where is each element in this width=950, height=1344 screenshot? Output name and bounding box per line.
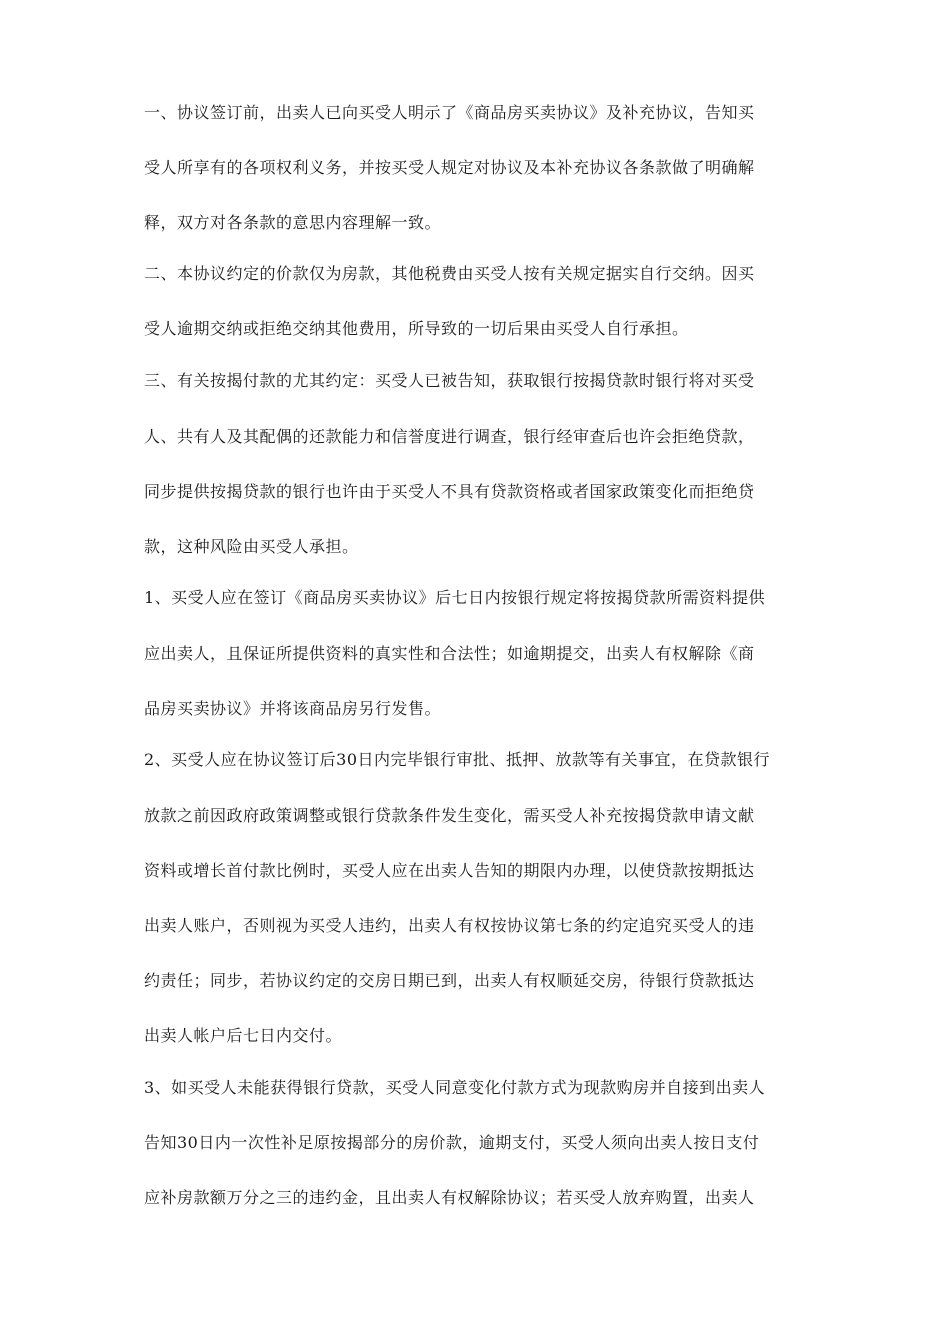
item-3-line-1: 3、如买受人未能获得银行贷款，买受人同意变化付款方式为现款购房并自接到出卖人: [144, 1078, 766, 1097]
paragraph-2-line-1: 二、本协议约定的价款仅为房款，其他税费由买受人按有关规定据实自行交纳。因买: [144, 264, 755, 283]
item-2-line-3: 资料或增长首付款比例时，买受人应在出卖人告知的期限内办理，以使贷款按期抵达: [144, 861, 755, 880]
item-2-line-1: 2、买受人应在协议签订后30日内完毕银行审批、抵押、放款等有关事宜，在贷款银行: [144, 750, 771, 769]
item-1-line-3: 品房买卖协议》并将该商品房另行发售。: [144, 699, 442, 718]
paragraph-3-line-4: 款，这种风险由买受人承担。: [144, 537, 359, 556]
paragraph-1-line-2: 受人所享有的各项权利义务，并按买受人规定对协议及本补充协议各条款做了明确解: [144, 158, 755, 177]
paragraph-3-line-2: 人、共有人及其配偶的还款能力和信誉度进行调查，银行经审查后也许会拒绝贷款，: [144, 427, 755, 446]
paragraph-3-line-1: 三、有关按揭付款的尤其约定：买受人已被告知，获取银行按揭贷款时银行将对买受: [144, 371, 755, 390]
paragraph-3-line-3: 同步提供按揭贷款的银行也许由于买受人不具有贷款资格或者国家政策变化而拒绝贷: [144, 482, 755, 501]
paragraph-2-line-2: 受人逾期交纳或拒绝交纳其他费用，所导致的一切后果由买受人自行承担。: [144, 319, 689, 338]
item-1-line-1: 1、买受人应在签订《商品房买卖协议》后七日内按银行规定将按揭贷款所需资料提供: [144, 588, 766, 607]
item-3-line-2: 告知30日内一次性补足原按揭部分的房价款，逾期支付，买受人须向出卖人按日支付: [144, 1133, 760, 1152]
item-2-line-2: 放款之前因政府政策调整或银行贷款条件发生变化，需买受人补充按揭贷款申请文献: [144, 806, 755, 825]
paragraph-1-line-3: 释，双方对各条款的意思内容理解一致。: [144, 213, 442, 232]
item-2-line-4: 出卖人账户，否则视为买受人违约，出卖人有权按协议第七条的约定追究买受人的违: [144, 916, 755, 935]
item-2-line-5: 约责任；同步，若协议约定的交房日期已到，出卖人有权顺延交房，待银行贷款抵达: [144, 971, 755, 990]
paragraph-1-line-1: 一、协议签订前，出卖人已向买受人明示了《商品房买卖协议》及补充协议，告知买: [144, 103, 755, 122]
item-1-line-2: 应出卖人，且保证所提供资料的真实性和合法性；如逾期提交，出卖人有权解除《商: [144, 644, 755, 663]
item-2-line-6: 出卖人帐户后七日内交付。: [144, 1026, 343, 1045]
item-3-line-3: 应补房款额万分之三的违约金，且出卖人有权解除协议；若买受人放弃购置，出卖人: [144, 1188, 755, 1207]
